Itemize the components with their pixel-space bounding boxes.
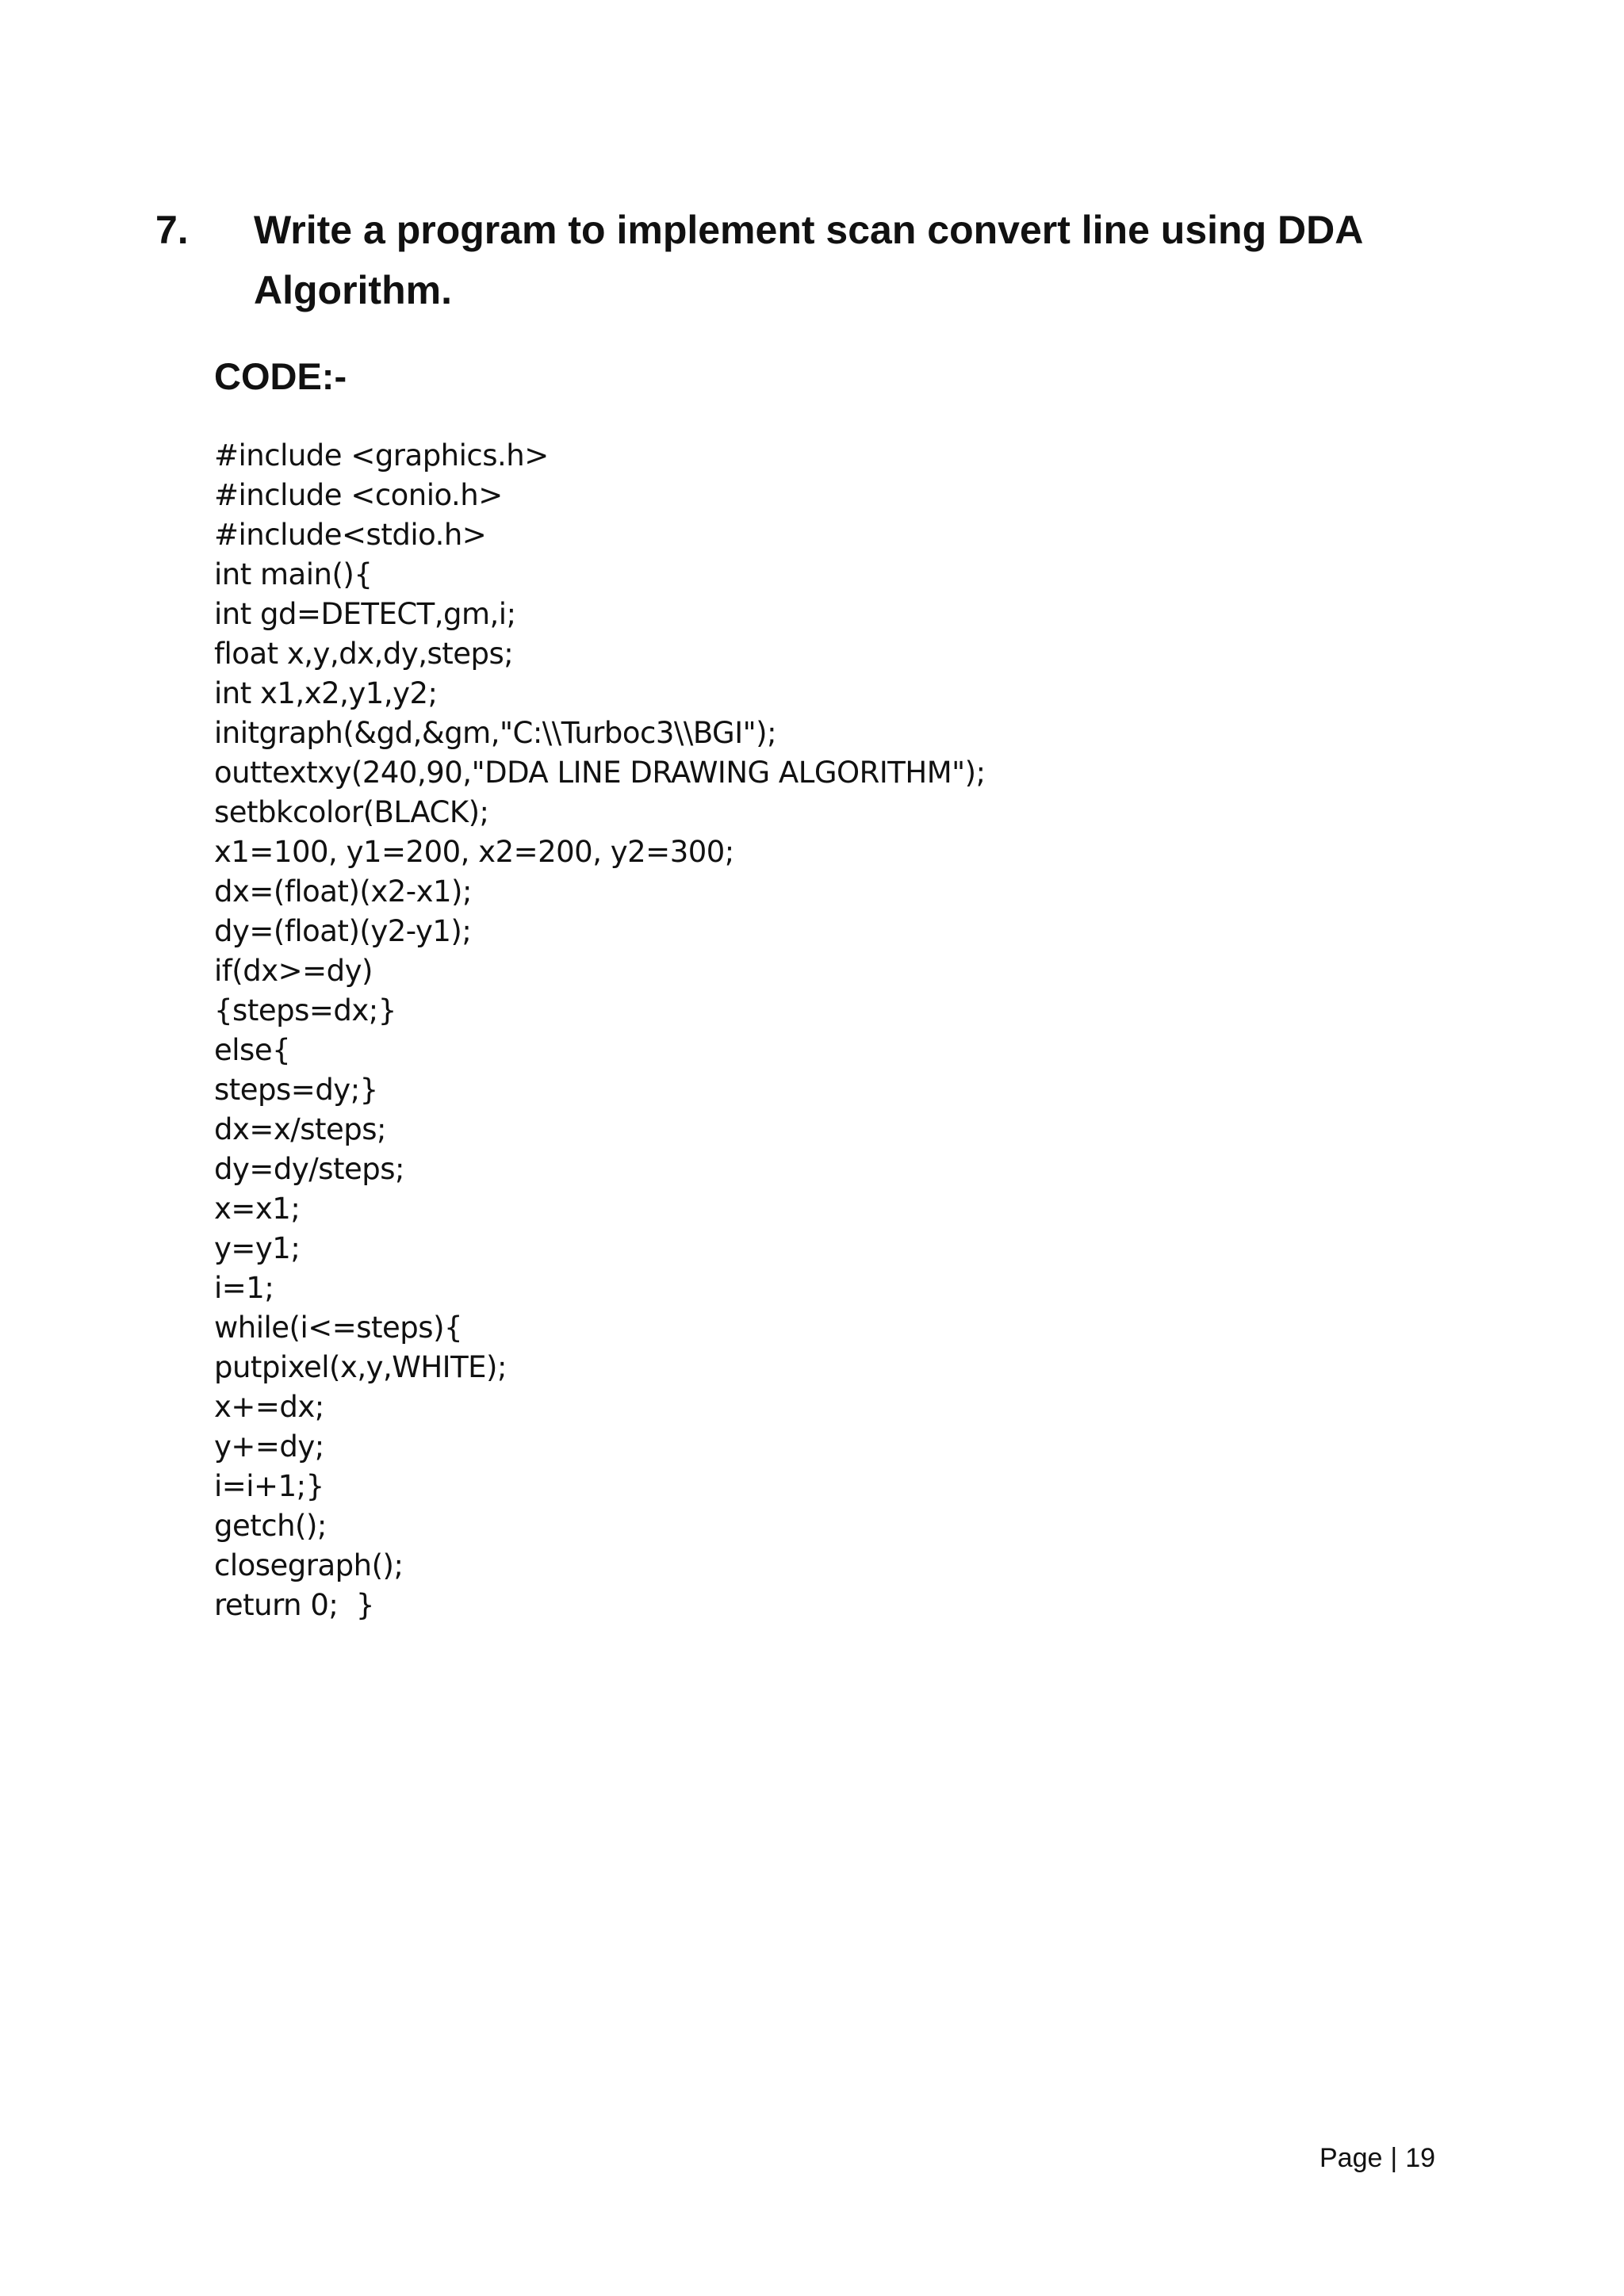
code-line: y=y1; — [214, 1231, 301, 1265]
code-line: #include <graphics.h> — [214, 438, 549, 473]
code-line: putpixel(x,y,WHITE); — [214, 1350, 507, 1384]
code-line: int main(){ — [214, 557, 373, 591]
code-line: y+=dy; — [214, 1429, 324, 1464]
code-line: x=x1; — [214, 1192, 301, 1226]
code-line: dy=dy/steps; — [214, 1152, 405, 1186]
code-line: dx=x/steps; — [214, 1112, 387, 1146]
code-line: outtextxy(240,90,"DDA LINE DRAWING ALGORITHM"); — [214, 756, 986, 790]
code-line: i=i+1;} — [214, 1469, 324, 1503]
code-line: else{ — [214, 1033, 291, 1067]
code-line: dx=(float)(x2-x1); — [214, 874, 472, 909]
code-line: float x,y,dx,dy,steps; — [214, 637, 514, 671]
code-line: return 0; } — [214, 1588, 374, 1622]
page-separator: | — [1390, 2143, 1398, 2173]
question-number: 7. — [155, 208, 189, 252]
code-line: #include <conio.h> — [214, 478, 503, 512]
code-line: initgraph(&gd,&gm,"C:\\Turboc3\\BGI"); — [214, 716, 777, 750]
code-line: steps=dy;} — [214, 1073, 378, 1107]
question-text: Write a program to implement scan convert line using DDA Algorithm. — [254, 208, 1362, 312]
code-line: x1=100, y1=200, x2=200, y2=300; — [214, 835, 734, 869]
page-label: Page — [1320, 2143, 1383, 2173]
code-line: setbkcolor(BLACK); — [214, 795, 489, 829]
code-line: #include<stdio.h> — [214, 518, 487, 552]
code-line: {steps=dx;} — [214, 993, 396, 1027]
code-line: x+=dx; — [214, 1390, 324, 1424]
code-line: if(dx>=dy) — [214, 954, 373, 988]
code-line: int gd=DETECT,gm,i; — [214, 597, 516, 631]
code-line: i=1; — [214, 1271, 274, 1305]
page-footer — [1320, 2142, 1435, 2174]
code-line: dy=(float)(y2-y1); — [214, 914, 472, 948]
code-block — [214, 436, 1404, 1625]
code-line: while(i<=steps){ — [214, 1311, 463, 1345]
code-line: getch(); — [214, 1509, 327, 1543]
page-number: 19 — [1405, 2143, 1436, 2173]
code-line: closegraph(); — [214, 1548, 404, 1582]
code-heading: CODE:- — [214, 355, 347, 397]
code-line: int x1,x2,y1,y2; — [214, 676, 438, 710]
